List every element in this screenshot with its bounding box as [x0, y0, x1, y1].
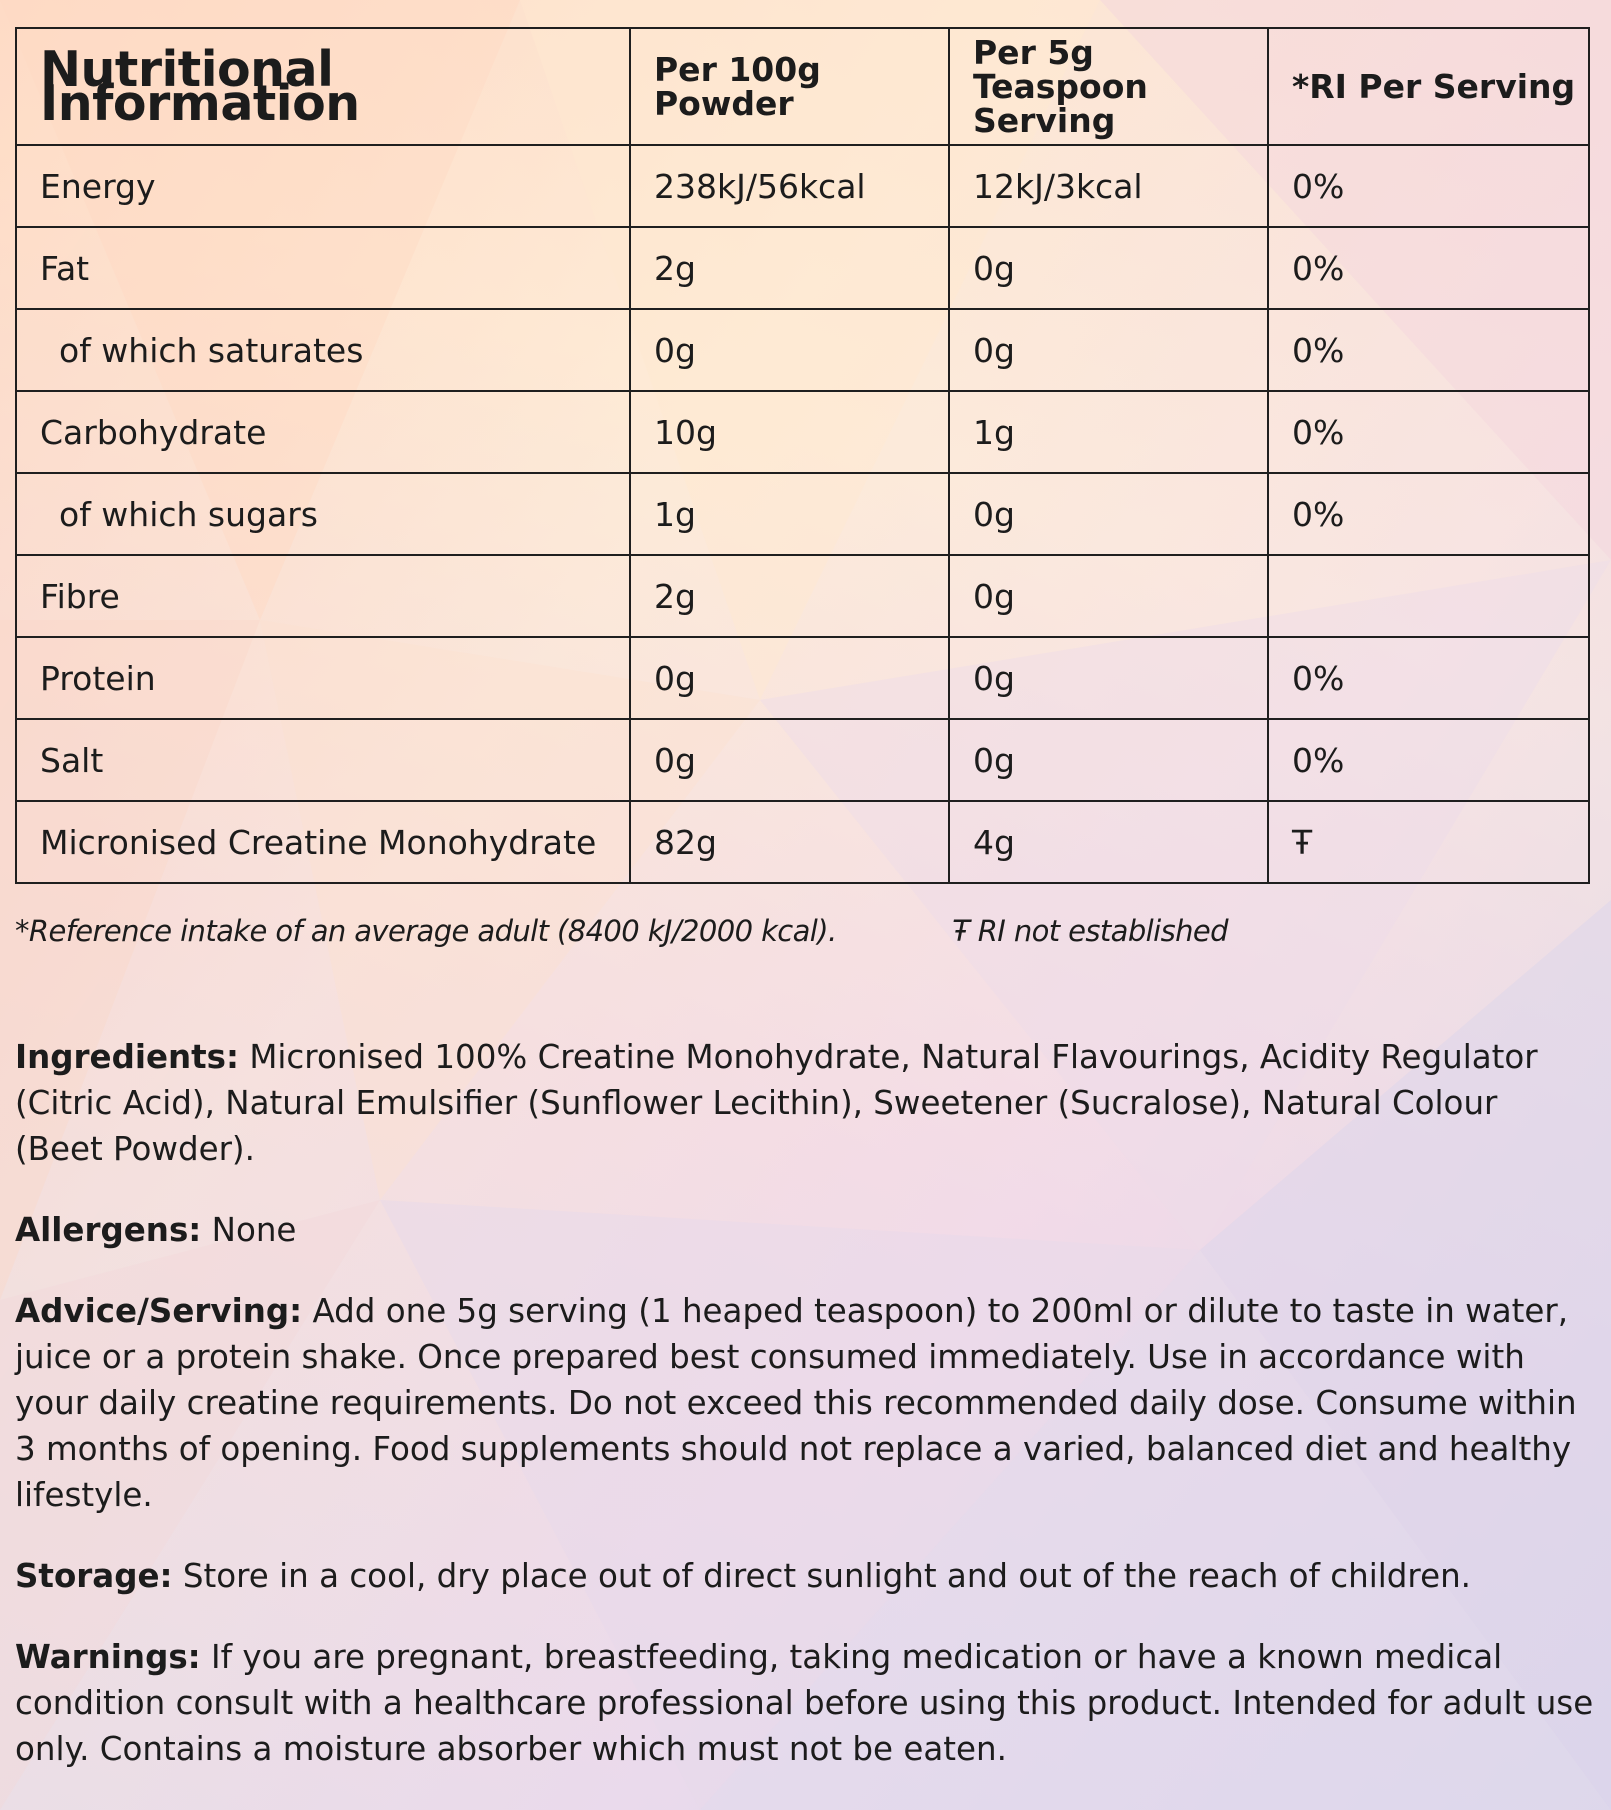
advice-label: Advice/Serving: [15, 1292, 303, 1330]
column-header-ri: *RI Per Serving [1268, 28, 1589, 145]
advice-text: Add one 5g serving (1 heaped teaspoon) to 200ml or dilute to taste in water, juice or a protein shake. Once prepared best consumed immediately. Use in accordance with your daily creatine requirements. Do not exceed this recommended daily dose. Consume within 3 months of opening. Food supplements should not replace a varied, balanced diet and healthy lifestyle. [15, 1292, 1577, 1514]
table-row [16, 555, 1589, 637]
per-5g-value: 0g [949, 227, 1268, 309]
nutrient-name: Fibre [16, 555, 630, 637]
ri-value: 0% [1268, 227, 1589, 309]
ri-not-established-footnote: Ŧ RI not established [952, 914, 1228, 948]
ri-value: 0% [1268, 391, 1589, 473]
nutrient-name: Fat [16, 227, 630, 309]
ingredients-label: Ingredients: [15, 1038, 240, 1076]
nutrition-table [15, 27, 1590, 884]
per-5g-value: 0g [949, 637, 1268, 719]
table-row [16, 719, 1589, 801]
nutrient-name: Protein [16, 637, 630, 719]
warnings-paragraph [15, 1634, 1595, 1772]
table-row [16, 145, 1589, 227]
warnings-text: If you are pregnant, breastfeeding, taking medication or have a known medical condition consult with a healthcare professional before using this product. Intended for adult use only. Contains a moisture absorber which must not be eaten. [15, 1638, 1594, 1768]
nutrient-name: Energy [16, 145, 630, 227]
per-100g-value: 2g [630, 227, 949, 309]
table-row [16, 391, 1589, 473]
table-row [16, 309, 1589, 391]
ri-value: 0% [1268, 473, 1589, 555]
table-row [16, 473, 1589, 555]
advice-paragraph [15, 1288, 1595, 1518]
ri-value: 0% [1268, 145, 1589, 227]
nutrient-name: Carbohydrate [16, 391, 630, 473]
ri-value [1268, 555, 1589, 637]
table-row [16, 801, 1589, 883]
storage-paragraph [15, 1553, 1595, 1599]
per-5g-value: 12kJ/3kcal [949, 145, 1268, 227]
ri-value: 0% [1268, 309, 1589, 391]
column-header-per-100g: Per 100g Powder [630, 28, 949, 145]
allergens-paragraph [15, 1207, 1595, 1253]
per-100g-value: 2g [630, 555, 949, 637]
ingredients-paragraph [15, 1034, 1595, 1172]
per-100g-value: 82g [630, 801, 949, 883]
table-header-row [16, 28, 1589, 145]
per-100g-value: 238kJ/56kcal [630, 145, 949, 227]
column-header-per-5g: Per 5g Teaspoon Serving [949, 28, 1268, 145]
per-100g-value: 0g [630, 719, 949, 801]
product-information [15, 1034, 1595, 1807]
per-100g-value: 1g [630, 473, 949, 555]
ri-value: 0% [1268, 719, 1589, 801]
per-100g-value: 0g [630, 309, 949, 391]
per-100g-value: 10g [630, 391, 949, 473]
table-row [16, 637, 1589, 719]
per-5g-value: 1g [949, 391, 1268, 473]
warnings-label: Warnings: [15, 1638, 201, 1676]
nutrient-name: Salt [16, 719, 630, 801]
ri-value: 0% [1268, 637, 1589, 719]
table-title: Nutritional Information [16, 28, 630, 145]
reference-intake-footnote: *Reference intake of an average adult (8400 kJ/2000 kcal). [15, 914, 837, 948]
per-5g-value: 0g [949, 473, 1268, 555]
allergens-label: Allergens: [15, 1211, 202, 1249]
ri-value: Ŧ [1268, 801, 1589, 883]
per-5g-value: 0g [949, 719, 1268, 801]
per-5g-value: 0g [949, 555, 1268, 637]
per-5g-value: 0g [949, 309, 1268, 391]
storage-text: Store in a cool, dry place out of direct sunlight and out of the reach of children. [172, 1557, 1472, 1595]
ingredients-text: Micronised 100% Creatine Monohydrate, Natural Flavourings, Acidity Regulator (Citric Acid), Natural Emulsifier (Sunflower Lecithin), Sweetener (Sucralose), Natural Colour (Beet Powder). [15, 1038, 1538, 1168]
nutrient-name: Micronised Creatine Monohydrate [16, 801, 630, 883]
per-5g-value: 4g [949, 801, 1268, 883]
allergens-text: None [201, 1211, 297, 1249]
per-100g-value: 0g [630, 637, 949, 719]
table-row [16, 227, 1589, 309]
nutrient-name: of which sugars [16, 473, 630, 555]
storage-label: Storage: [15, 1557, 173, 1595]
nutrient-name: of which saturates [16, 309, 630, 391]
